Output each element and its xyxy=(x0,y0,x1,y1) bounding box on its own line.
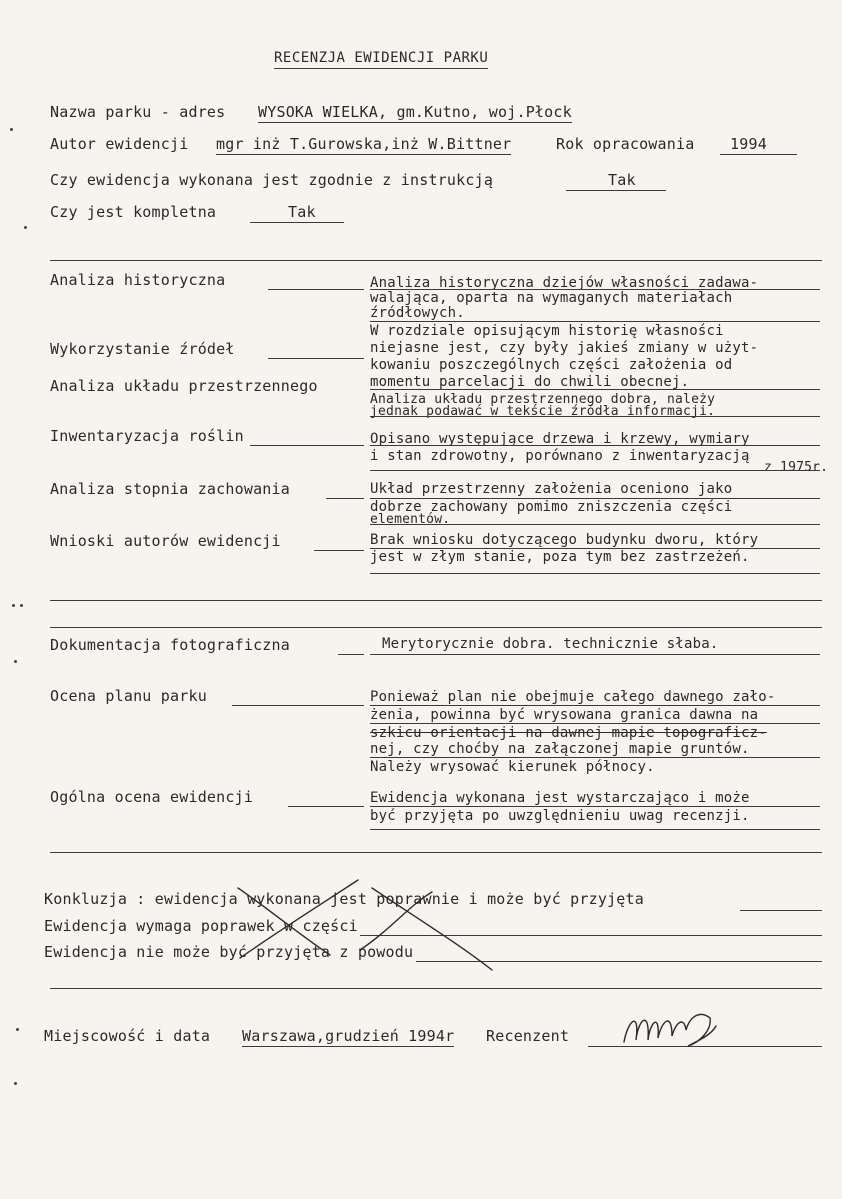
plan-line: Ponieważ plan nie obejmuje całego dawnego zało- xyxy=(370,689,776,705)
place-date-value: Warszawa,grudzień 1994r xyxy=(242,1027,455,1045)
park-name-value: WYSOKA WIELKA, gm.Kutno, woj.Płock xyxy=(258,103,572,121)
historical-line: momentu parcelacji do chwili obecnej. xyxy=(370,374,690,390)
historical-line: W rozdziale opisującym historię własności xyxy=(370,323,724,339)
plan-line: szkicu orientacji na dawnej mapie topograficz- xyxy=(370,725,767,741)
instruction-label: Czy ewidencja wykonana jest zgodnie z instrukcją xyxy=(50,171,494,189)
year-value: 1994 xyxy=(720,136,797,155)
margin-speck xyxy=(20,604,23,607)
photo-text: Merytorycznie dobra. technicznie słaba. xyxy=(382,636,719,652)
signature-icon xyxy=(624,1014,716,1046)
sources-label: Wykorzystanie źródeł xyxy=(50,340,235,358)
conclusions-line: Brak wniosku dotyczącego budynku dworu, który xyxy=(370,532,759,548)
preservation-line: dobrze zachowany pomimo zniszczenia części xyxy=(370,499,733,515)
margin-speck xyxy=(16,1028,19,1031)
overall-label: Ogólna ocena ewidencji xyxy=(50,788,254,806)
instruction-value: Tak xyxy=(566,172,666,191)
spatial-label: Analiza układu przestrzennego xyxy=(50,377,318,395)
photo-label: Dokumentacja fotograficzna xyxy=(50,636,290,654)
historical-line: niejasne jest, czy były jakieś zmiany w użyt- xyxy=(370,340,759,356)
historical-line: Analiza układu przestrzennego dobra, należy xyxy=(370,392,716,407)
margin-speck xyxy=(12,604,15,607)
conclusion-line-3: Ewidencja nie może być przyjęta z powodu xyxy=(44,943,414,961)
overall-line: Ewidencja wykonana jest wystarczająco i może xyxy=(370,790,750,806)
historical-line: źródłowych. xyxy=(370,305,465,321)
inventory-line: z 1975r. xyxy=(764,460,829,475)
inventory-label: Inwentaryzacja roślin xyxy=(50,427,244,445)
preservation-line: elementów. xyxy=(370,512,451,527)
complete-label: Czy jest kompletna xyxy=(50,203,217,221)
conclusion-line-2: Ewidencja wymaga poprawek w części xyxy=(44,917,358,935)
overall-line: być przyjęta po uwzględnieniu uwag recenzji. xyxy=(370,808,750,824)
reviewer-label: Recenzent xyxy=(486,1027,570,1045)
cross-stroke xyxy=(238,888,330,955)
year-label: Rok opracowania xyxy=(556,135,695,153)
place-date-label: Miejscowość i data xyxy=(44,1027,211,1045)
conclusion-line-1: Konkluzja : ewidencja wykonana jest poprawnie i może być przyjęta xyxy=(44,890,644,908)
margin-speck xyxy=(10,128,13,131)
plan-line: Należy wrysować kierunek północy. xyxy=(370,759,655,775)
historical-line: walająca, oparta na wymaganych materiałach xyxy=(370,290,733,306)
margin-speck xyxy=(14,660,17,663)
margin-speck xyxy=(14,1082,17,1085)
historical-line: Analiza historyczna dziejów własności zadawa- xyxy=(370,275,759,291)
margin-speck xyxy=(24,226,27,229)
author-value: mgr inż T.Gurowska,inż W.Bittner xyxy=(216,135,512,153)
historical-line: jednak podawać w tekście źródła informacji. xyxy=(370,404,716,419)
plan-line: żenia, powinna być wrysowana granica dawna na xyxy=(370,707,759,723)
document-title: RECENZJA EWIDENCJI PARKU xyxy=(274,50,488,69)
preservation-line: Układ przestrzenny założenia oceniono jako xyxy=(370,481,733,497)
park-name-label: Nazwa parku - adres xyxy=(50,103,226,121)
complete-value: Tak xyxy=(250,204,344,223)
preservation-label: Analiza stopnia zachowania xyxy=(50,480,290,498)
historical-line: kowaniu poszczególnych części założenia od xyxy=(370,357,733,373)
inventory-line: Opisano występujące drzewa i krzewy, wymiary xyxy=(370,431,750,447)
historical-label: Analiza historyczna xyxy=(50,271,226,289)
plan-label: Ocena planu parku xyxy=(50,687,207,705)
conclusions-label: Wnioski autorów ewidencji xyxy=(50,532,281,550)
inventory-line: i stan zdrowotny, porównano z inwentaryzacją xyxy=(370,448,750,464)
author-label: Autor ewidencji xyxy=(50,135,189,153)
conclusions-line: jest w złym stanie, poza tym bez zastrzeżeń. xyxy=(370,549,750,565)
cross-stroke xyxy=(240,880,358,958)
plan-line: nej, czy choćby na załączonej mapie gruntów. xyxy=(370,741,750,757)
cross-stroke xyxy=(372,888,492,970)
